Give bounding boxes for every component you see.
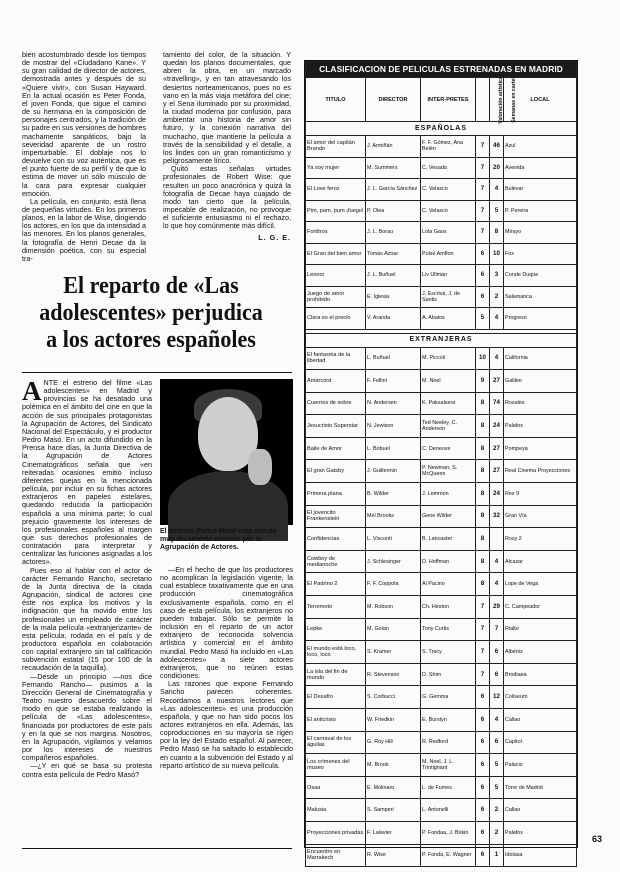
- classification-table: [304, 60, 578, 862]
- cell-title: El Padrino 2: [306, 573, 366, 596]
- cell-local: P. Pereira: [504, 200, 577, 222]
- table-row: [306, 370, 577, 393]
- cell-valoracion: 7: [476, 663, 490, 686]
- cell-local: Callao: [504, 709, 577, 732]
- cell-interpretes: E. Burstyn: [421, 709, 476, 732]
- cell-title: El Gran del bien amor: [306, 243, 366, 265]
- cell-title: Confidencias: [306, 528, 366, 551]
- photo-caption: El director Pedro Masó está siendo muy duramente atacado por la Agrupación de Actores.: [160, 528, 277, 551]
- cell-semanas: 12: [490, 686, 504, 709]
- article-paragraph: —¿Y en qué se basa su protesta contra esta película de Pedro Masó?: [22, 761, 152, 779]
- cell-director: W. Friedkin: [366, 709, 421, 732]
- table-row: [306, 483, 577, 506]
- cell-valoracion: 6: [476, 686, 490, 709]
- cell-director: N. Andersen: [366, 392, 421, 415]
- cell-title: Cowboy de medianoche: [306, 550, 366, 573]
- cell-valoracion: 8: [476, 483, 490, 506]
- cell-title: El jovencito Frankenstein: [306, 505, 366, 528]
- table-row: [306, 731, 577, 754]
- cell-valoracion: 6: [476, 844, 490, 867]
- cell-valoracion: 8: [476, 437, 490, 460]
- table-row: [306, 528, 577, 551]
- table-row: [306, 550, 577, 573]
- table-row: [306, 641, 577, 664]
- cell-semanas: 32: [490, 505, 504, 528]
- cell-local: Alcazar: [504, 550, 577, 573]
- cell-valoracion: 8: [476, 528, 490, 551]
- cell-interpretes: M. Noel, J. L. Trintignant: [421, 754, 476, 777]
- cell-director: B. Wilder: [366, 483, 421, 506]
- cell-interpretes: F. F. Gómez, Ana Belén: [421, 136, 476, 158]
- cell-director: J. L. García Sánchez: [366, 179, 421, 201]
- cell-director: M. Brook: [366, 754, 421, 777]
- cell-director: F. F. Coppola: [366, 573, 421, 596]
- cell-title: El carnaval de los águilas: [306, 731, 366, 754]
- cell-director: S. Samperi: [366, 799, 421, 822]
- review-column-1: [22, 51, 146, 263]
- cell-director: F. Fellini: [366, 370, 421, 393]
- cell-local: Torre de Madrid: [504, 776, 577, 799]
- headline-divider: [22, 372, 292, 373]
- cell-semanas: 4: [490, 550, 504, 573]
- page-number: 63: [592, 834, 603, 844]
- table-row: [306, 754, 577, 777]
- cell-local: Galileo: [504, 370, 577, 393]
- cell-valoracion: 8: [476, 392, 490, 415]
- review-paragraph: bien acostumbrado desde los tiempos de mostrar del «Ciudadano Kane». Y su gran calidad de director de actores, demostrada antes y después de su «Quiere vivir», con Susan Hayward. En la actual ocasión es Peter Fonda, el joven Fonda, que sigue el camino de su hermana en la composición de personajes centrados, y la tradición de su padre en sus versiones de hombres machamente sanpáticos, bajo la severidad aparente de un rostro imperturbable. El doblaje nos lo devuelve con su voz auténtica, que es el punto fuerte de su perfil y de que lo estima de mover un sólo músculo de la cara para expresar cualquier emoción.: [22, 50, 146, 198]
- section-header: ESPAÑOLAS: [306, 122, 577, 136]
- section-header: EXTRANJERAS: [306, 333, 577, 347]
- table-row: [306, 179, 577, 201]
- cell-interpretes: Tony Curtis: [421, 618, 476, 641]
- cell-director: L. Bobuel: [366, 437, 421, 460]
- table-row: [306, 460, 577, 483]
- cell-interpretes: P. Fondaa, J. Birkin: [421, 821, 476, 844]
- cell-director: Tomás Aznar: [366, 243, 421, 265]
- cell-interpretes: Pulsé Amflon: [421, 243, 476, 265]
- cell-valoracion: 7: [476, 157, 490, 179]
- cell-title: El mundo está loco, loco, loco: [306, 641, 366, 664]
- cell-local: Idolasa: [504, 844, 577, 867]
- cell-director: R. Stevenson: [366, 663, 421, 686]
- cell-title: Leonor: [306, 265, 366, 287]
- review-paragraph: tamiento del color, de la situación. Y quedan los planos documentales, que abren la obra, en un marcado «travelling», y en tan atravesando los desiertos norteamericanos, pues no es vano en la más viaja metáfora del cine; y el Sena iluminado por su proximidad, la ciudad moderna por confusión, para ambientar una historia de amor sin futuro, y la conexión narrativa del muchacho, que mantiene la película a través de la sensibilidad y el detalle, a los lindes con un gran romanticismo y peligrosamente lírico.: [163, 50, 291, 166]
- cell-valoracion: 8: [476, 573, 490, 596]
- cell-title: Clara es el precio: [306, 308, 366, 330]
- cell-valoracion: 6: [476, 776, 490, 799]
- table-row: [306, 618, 577, 641]
- cell-interpretes: D. Hoffman: [421, 550, 476, 573]
- table-row: [306, 505, 577, 528]
- table-row: [306, 347, 577, 370]
- cell-valoracion: 8: [476, 505, 490, 528]
- cell-semanas: 5: [490, 754, 504, 777]
- cell-interpretes: C. Vesada: [421, 157, 476, 179]
- table-row: [306, 157, 577, 179]
- cell-director: V. Aranda: [366, 308, 421, 330]
- table-row: [306, 222, 577, 244]
- cell-local: Rosales: [504, 392, 577, 415]
- cell-title: El amor del capitán Brando: [306, 136, 366, 158]
- table-row: [306, 663, 577, 686]
- cell-interpretes: Liv Ullman: [421, 265, 476, 287]
- cell-valoracion: 8: [476, 460, 490, 483]
- cell-title: Maluxia: [306, 799, 366, 822]
- table-title: CLASIFICACION DE PELICULAS ESTRENADAS EN MADRID: [306, 62, 577, 78]
- cell-title: Juego de amor prohibido: [306, 286, 366, 308]
- cell-interpretes: D. Shim: [421, 663, 476, 686]
- cell-interpretes: M. Noel: [421, 370, 476, 393]
- cell-semanas: 4: [490, 179, 504, 201]
- cell-director: S. Kramer: [366, 641, 421, 664]
- cell-valoracion: 6: [476, 754, 490, 777]
- cell-director: M. Summers: [366, 157, 421, 179]
- cell-local: California: [504, 347, 577, 370]
- cell-semanas: 1: [490, 844, 504, 867]
- cell-title: Cuernos de sobre: [306, 392, 366, 415]
- article-paragraph: Las razones que expone Fernando Sancho parecen coherentes. Recordamos a nuestros lectores que «Las adolescentes» es una producción española, y que no han sido pocos los actores extranjeros en ella. Además, las coproducciones en su mayoría se rigen por la ley del Estado español. Al parecer, Pedro Masó se ha saltado lo establecido en cuanto a la subvención del Estado y al reparto artístico de su nueva película.: [160, 679, 293, 770]
- cell-director: S. Corbucci: [366, 686, 421, 709]
- cell-title: El Love feroz: [306, 179, 366, 201]
- cell-director: M. Golan: [366, 618, 421, 641]
- director-photo: [160, 379, 293, 525]
- cell-title: Amarcord: [306, 370, 366, 393]
- cell-title: Los crímenes del museo: [306, 754, 366, 777]
- cell-semanas: 6: [490, 731, 504, 754]
- cell-title: El fantasma de la libertad: [306, 347, 366, 370]
- cell-valoracion: 6: [476, 799, 490, 822]
- cell-valoracion: 5: [476, 308, 490, 330]
- cell-semanas: 29: [490, 596, 504, 619]
- cell-local: Rosy 2: [504, 528, 577, 551]
- cell-local: Albéniz: [504, 641, 577, 664]
- cell-title: El gran Gatsby: [306, 460, 366, 483]
- cell-valoracion: 7: [476, 136, 490, 158]
- table-row: [306, 392, 577, 415]
- cell-valoracion: 8: [476, 550, 490, 573]
- table-row: [306, 573, 577, 596]
- cell-local: Palacio: [504, 754, 577, 777]
- cell-interpretes: L. Antonelli: [421, 799, 476, 822]
- table-row: [306, 437, 577, 460]
- cell-valoracion: 6: [476, 243, 490, 265]
- cell-local: Rialto: [504, 618, 577, 641]
- review-column-2: [163, 51, 291, 243]
- cell-semanas: 24: [490, 415, 504, 438]
- cell-director: L. Visconti: [366, 528, 421, 551]
- cell-director: Mel Brooks: [366, 505, 421, 528]
- cell-director: J. L. Borau: [366, 222, 421, 244]
- cell-local: Conde Duque: [504, 265, 577, 287]
- cell-local: Lope de Vega: [504, 573, 577, 596]
- cell-valoracion: 6: [476, 821, 490, 844]
- header-title: TITULO: [306, 78, 366, 122]
- cell-semanas: 20: [490, 157, 504, 179]
- cell-interpretes: Gene Wilder: [421, 505, 476, 528]
- cell-interpretes: S. Tracy: [421, 641, 476, 664]
- cell-interpretes: B. Lancaster: [421, 528, 476, 551]
- header-interpretes: INTER-PRETES: [421, 78, 476, 122]
- cell-director: R. Wise: [366, 844, 421, 867]
- table-row: [306, 308, 577, 330]
- cell-local: Avenida: [504, 157, 577, 179]
- cell-local: Gran Vía: [504, 505, 577, 528]
- cell-semanas: 2: [490, 799, 504, 822]
- cell-interpretes: C. Velasco: [421, 179, 476, 201]
- cell-semanas: 46: [490, 136, 504, 158]
- table-row: [306, 286, 577, 308]
- cell-title: Encuentro en Marrakech: [306, 844, 366, 867]
- cell-valoracion: 6: [476, 731, 490, 754]
- cell-title: Pim, pam, pum ¡fuego!: [306, 200, 366, 222]
- cell-director: G. Roy Hill: [366, 731, 421, 754]
- cell-semanas: 27: [490, 370, 504, 393]
- cell-interpretes: Ted Neeley, C. Anderson: [421, 415, 476, 438]
- cell-director: L. Buñuel: [366, 347, 421, 370]
- cell-director: N. Jewison: [366, 415, 421, 438]
- cell-local: Bulevar: [504, 179, 577, 201]
- cell-interpretes: Al Pacino: [421, 573, 476, 596]
- cell-director: P. Olea: [366, 200, 421, 222]
- article-column-2: [160, 566, 293, 832]
- cell-semanas: 2: [490, 821, 504, 844]
- cell-interpretes: R. Redford: [421, 731, 476, 754]
- cell-title: El anticristo: [306, 709, 366, 732]
- cell-interpretes: P. Newman, S. McQueen: [421, 460, 476, 483]
- article-paragraph: —Desde un principio —nos dice Fernando Rancho— pusimos a la Dirección General de Cinematografía y Teatro nuestro desacuerdo sobre el modo en que se estaba realizando la película de «Las adolescentes», financiada por productores de este país y en la que se nos margina. Nosotros, en la Agrupación, vigilamos y velamos por los intereses de nuestros compañeros españoles.: [22, 671, 152, 763]
- cell-title: Primera plana: [306, 483, 366, 506]
- cell-local: Progreso: [504, 308, 577, 330]
- cell-semanas: 5: [490, 776, 504, 799]
- cell-interpretes: K. Paksalsera: [421, 392, 476, 415]
- cell-semanas: [490, 528, 504, 551]
- cell-local: Capitol: [504, 731, 577, 754]
- review-paragraph: Quitó estas señalas virtudes profesionales de Robert Wise: que resulten un poco anacrónica y quizá la fotografía de Decae haya cuajado de modo tan cierto que la película, impecable de realización, no provoque el suficiente entusiasmo ni el rechazo, lo que hoy comúnmente más difícil.: [163, 164, 291, 231]
- table-row: [306, 844, 577, 867]
- cell-interpretes: A. Abalos: [421, 308, 476, 330]
- table-row: [306, 821, 577, 844]
- cell-semanas: 2: [490, 286, 504, 308]
- cell-semanas: 6: [490, 641, 504, 664]
- cell-local: Palafox: [504, 415, 577, 438]
- cell-local: Coliseum: [504, 686, 577, 709]
- cell-valoracion: 7: [476, 222, 490, 244]
- cell-valoracion: 7: [476, 618, 490, 641]
- cell-semanas: 10: [490, 243, 504, 265]
- header-valoracion: [476, 75, 504, 124]
- cell-interpretes: C. Velasco: [421, 200, 476, 222]
- cell-local: Pompeya: [504, 437, 577, 460]
- article-paragraph: Pues eso al hablar con el actor de carácter Fernando Rancho, secretario de la Junta directiva de la citada Agrupación, sindical de actores cine éste nos explica los motivos y la indignación que ha movido entre los profesionales un empleado de carácter de la mala película «extranjerizante» de esta película, rodada en el país y de productora española en colaboración con capital extranjero sin tal calificación subvención estatal (15 por 100 de la recaudación de la taquilla).: [22, 565, 152, 673]
- cell-valoracion: 7: [476, 179, 490, 201]
- cell-director: J. Guillermin: [366, 460, 421, 483]
- cell-local: C. Campeador: [504, 596, 577, 619]
- article-paragraph: —En el hecho de que los productores no acomplican la legislación vigente, la cual establece taxativamente que en una producción cinematográfica exclusivamente española, como en el caso de esta película, los extranjeros no pueden trabajar. Sólo se permite la inclusión en el reparto de un actor extranjero de reconocida solvencia artística y comercial en el ámbito mundial. Pedro Masó ha incluido en «Las adolescentes» a siete actores extranjeros, que no reúnen estas condiciones.: [160, 565, 293, 681]
- review-paragraph: La película, en conjunto, está llena de pequeñas virtudes. En los primeros planos, en la labor de Wise, dirigiendo los actores, en los que da intensidad a las menores. En los planos generales, la fotografía de Henri Decae da la dimensión poética, con su especial tra-: [22, 196, 146, 263]
- table-row: [306, 265, 577, 287]
- cell-valoracion: 6: [476, 286, 490, 308]
- article-headline: El reparto de «Las adolescentes» perjudica a los actores españoles: [39, 272, 263, 353]
- cell-semanas: 24: [490, 483, 504, 506]
- cell-title: Baile de Amor: [306, 437, 366, 460]
- cell-semanas: 7: [490, 618, 504, 641]
- table-row: [306, 200, 577, 222]
- cell-local: Brodiaea: [504, 663, 577, 686]
- cell-director: J. Schlesinger: [366, 550, 421, 573]
- cell-semanas: 5: [490, 200, 504, 222]
- cell-valoracion: 8: [476, 415, 490, 438]
- cell-interpretes: Ch. Heston: [421, 596, 476, 619]
- cell-interpretes: Lola Gaos: [421, 222, 476, 244]
- table-row: [306, 709, 577, 732]
- cell-interpretes: G. Gemma: [421, 686, 476, 709]
- cell-director: J. Armiñán: [366, 136, 421, 158]
- cell-local: Azul: [504, 136, 577, 158]
- photo-hand: [248, 449, 272, 485]
- cell-interpretes: M. Piccoli: [421, 347, 476, 370]
- cell-director: J. L. Buñuel: [366, 265, 421, 287]
- cell-semanas: 4: [490, 347, 504, 370]
- cell-valoracion: 6: [476, 709, 490, 732]
- cell-semanas: 4: [490, 709, 504, 732]
- cell-title: Fortitros: [306, 222, 366, 244]
- cell-director: E. Iglesia: [366, 286, 421, 308]
- cell-title: Proyecciones privadas: [306, 821, 366, 844]
- films-table: [305, 61, 577, 867]
- table-row: [306, 415, 577, 438]
- cell-title: Lepke: [306, 618, 366, 641]
- cell-semanas: 8: [490, 222, 504, 244]
- cell-director: F. Lalavier: [366, 821, 421, 844]
- header-semanas-label: Semanas en cartel: [510, 76, 517, 123]
- cell-local: Fox: [504, 243, 577, 265]
- cell-valoracion: 7: [476, 641, 490, 664]
- table-row: [306, 243, 577, 265]
- cell-title: Terremoto: [306, 596, 366, 619]
- article-paragraph: NTE el estreno del filme «Las adolescentes» en Madrid y provincias se ha desatado una polémica en el ámbito del cine en que la acción de sus principales protagonistas la Agrupación de Actores, del Sindicato Nacional del Espectáculo, y el productor Pedro Masó. En un acto difundido en la Prensa hace días, la Junta Directiva de la Agrupación de Actores Cinematográficos señala que «en reiteradas ocasiones emitió incluso diferentes quejas en la mencionada película, por incluir en su fichas actores extranjeros en papeles estelares, quedando reducida la participación española a una mínima parte; lo cual prejuicio gravemente los intereses de los profesionales españoles al margen que sus derechos profesionales de contratación para interpretar y centralizar las funciones asignadas a los actores».: [22, 378, 152, 567]
- bottom-rule: [22, 848, 292, 849]
- cell-title: El Desafío: [306, 686, 366, 709]
- table-row: [306, 799, 577, 822]
- cell-director: E. Molinaro: [366, 776, 421, 799]
- cell-title: Jesucristo Superstar: [306, 415, 366, 438]
- cell-local: Callao: [504, 799, 577, 822]
- cell-semanas: 4: [490, 573, 504, 596]
- cell-interpretes: P. Fonda, E. Wagner: [421, 844, 476, 867]
- cell-local: Salamanca: [504, 286, 577, 308]
- cell-semanas: 27: [490, 460, 504, 483]
- table-row: [306, 596, 577, 619]
- cell-title: Osaa: [306, 776, 366, 799]
- header-local: LOCAL: [504, 78, 577, 122]
- cell-semanas: 4: [490, 308, 504, 330]
- cell-semanas: 6: [490, 663, 504, 686]
- cell-interpretes: L. de Fumes: [421, 776, 476, 799]
- cell-interpretes: J. Escrivá, J. de Santis: [421, 286, 476, 308]
- cell-valoracion: 9: [476, 370, 490, 393]
- article-column-1: [22, 376, 152, 835]
- cell-semanas: 27: [490, 437, 504, 460]
- cell-director: M. Robson: [366, 596, 421, 619]
- header-director: DIRECTOR: [366, 78, 421, 122]
- header-valoracion-label: Valoración artística: [497, 75, 504, 124]
- drop-cap: A: [22, 376, 42, 406]
- cell-local: Mirayo: [504, 222, 577, 244]
- cell-valoracion: 7: [476, 596, 490, 619]
- table-row: [306, 136, 577, 158]
- cell-interpretes: C. Deneuve: [421, 437, 476, 460]
- cell-interpretes: J. Lemmon: [421, 483, 476, 506]
- cell-title: Ya soy mujer: [306, 157, 366, 179]
- cell-semanas: 3: [490, 265, 504, 287]
- cell-local: Palafox: [504, 821, 577, 844]
- cell-semanas: 74: [490, 392, 504, 415]
- cell-valoracion: 6: [476, 265, 490, 287]
- cell-title: La isla del fin de mundo: [306, 663, 366, 686]
- table-body: [306, 122, 577, 867]
- review-signature: L. G. E.: [258, 233, 291, 243]
- cell-valoracion: 7: [476, 200, 490, 222]
- cell-local: Rex 9: [504, 483, 577, 506]
- table-row: [306, 776, 577, 799]
- table-row: [306, 686, 577, 709]
- cell-valoracion: 10: [476, 347, 490, 370]
- cell-local: Real Cinema Proyecciones: [504, 460, 577, 483]
